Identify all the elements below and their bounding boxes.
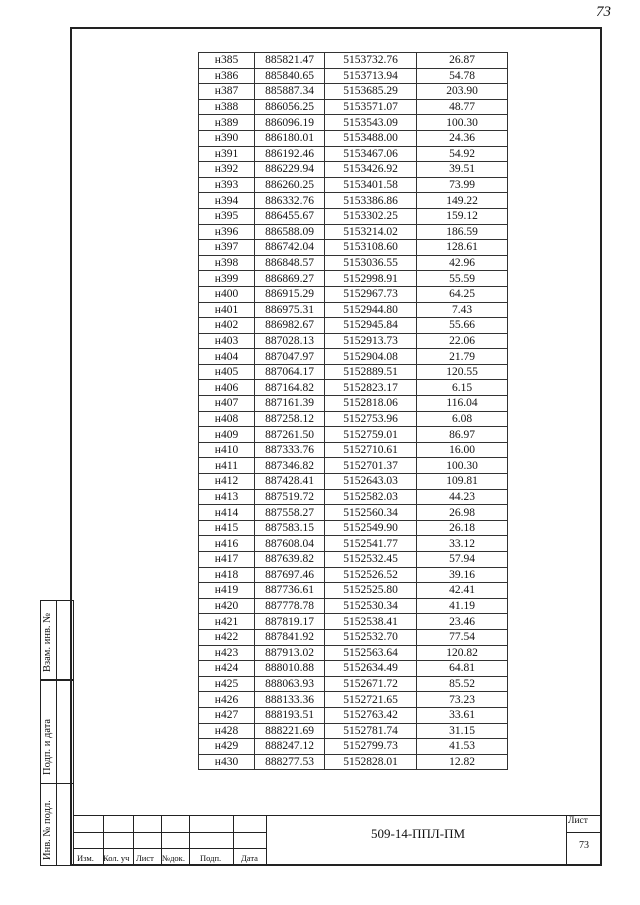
y-coordinate-cell: 5152904.08 [325, 349, 417, 365]
x-coordinate-cell: 887047.97 [255, 349, 325, 365]
distance-cell: 149.22 [417, 193, 508, 209]
point-id-cell: н423 [199, 645, 255, 661]
distance-cell: 54.78 [417, 68, 508, 84]
table-row [199, 474, 508, 490]
table-row [199, 255, 508, 271]
y-coordinate-cell: 5152710.61 [325, 442, 417, 458]
distance-cell: 109.81 [417, 474, 508, 490]
point-id-cell: н404 [199, 349, 255, 365]
stamp-label-izm: Изм. [77, 853, 94, 863]
x-coordinate-cell: 888133.36 [255, 692, 325, 708]
distance-cell: 120.82 [417, 645, 508, 661]
table-row [199, 676, 508, 692]
point-id-cell: н417 [199, 552, 255, 568]
table-row [199, 162, 508, 178]
x-coordinate-cell: 886455.67 [255, 208, 325, 224]
distance-cell: 48.77 [417, 99, 508, 115]
distance-cell: 22.06 [417, 333, 508, 349]
y-coordinate-cell: 5153488.00 [325, 130, 417, 146]
point-id-cell: н410 [199, 442, 255, 458]
y-coordinate-cell: 5153036.55 [325, 255, 417, 271]
stamp-row-line-2 [74, 848, 267, 849]
x-coordinate-cell: 887258.12 [255, 411, 325, 427]
stamp-row-line-1 [74, 832, 267, 833]
x-coordinate-cell: 887064.17 [255, 364, 325, 380]
table-row [199, 240, 508, 256]
point-id-cell: н418 [199, 567, 255, 583]
table-row [199, 629, 508, 645]
table-row [199, 505, 508, 521]
table-row [199, 286, 508, 302]
table-row [199, 364, 508, 380]
distance-cell: 33.61 [417, 707, 508, 723]
x-coordinate-cell: 886229.94 [255, 162, 325, 178]
point-id-cell: н396 [199, 224, 255, 240]
point-id-cell: н430 [199, 754, 255, 770]
x-coordinate-cell: 887519.72 [255, 489, 325, 505]
x-coordinate-cell: 886056.25 [255, 99, 325, 115]
coordinates-table [198, 52, 508, 770]
distance-cell: 64.25 [417, 286, 508, 302]
distance-cell: 73.23 [417, 692, 508, 708]
point-id-cell: н422 [199, 629, 255, 645]
distance-cell: 44.23 [417, 489, 508, 505]
sheet-label: Лист [568, 816, 588, 826]
side-label-podp-data: Подп. и дата [42, 718, 53, 775]
stamp-label-data: Дата [241, 853, 258, 863]
distance-cell: 159.12 [417, 208, 508, 224]
point-id-cell: н387 [199, 84, 255, 100]
table-row [199, 427, 508, 443]
table-row [199, 99, 508, 115]
x-coordinate-cell: 887583.15 [255, 520, 325, 536]
point-id-cell: н420 [199, 598, 255, 614]
side-label-vzam-inv: Взам. инв. № [42, 612, 53, 672]
y-coordinate-cell: 5152944.80 [325, 302, 417, 318]
stamp-label-kol-uch: Кол. уч [103, 853, 130, 863]
distance-cell: 7.43 [417, 302, 508, 318]
y-coordinate-cell: 5153713.94 [325, 68, 417, 84]
table-row [199, 661, 508, 677]
y-coordinate-cell: 5152823.17 [325, 380, 417, 396]
point-id-cell: н429 [199, 739, 255, 755]
sheet-number: 73 [579, 840, 589, 851]
x-coordinate-cell: 886915.29 [255, 286, 325, 302]
point-id-cell: н424 [199, 661, 255, 677]
x-coordinate-cell: 887346.82 [255, 458, 325, 474]
distance-cell: 41.53 [417, 739, 508, 755]
y-coordinate-cell: 5153386.86 [325, 193, 417, 209]
x-coordinate-cell: 885887.34 [255, 84, 325, 100]
point-id-cell: н427 [199, 707, 255, 723]
table-row [199, 567, 508, 583]
y-coordinate-cell: 5152560.34 [325, 505, 417, 521]
table-row [199, 645, 508, 661]
point-id-cell: н407 [199, 396, 255, 412]
distance-cell: 100.30 [417, 115, 508, 131]
point-id-cell: н411 [199, 458, 255, 474]
y-coordinate-cell: 5152945.84 [325, 318, 417, 334]
x-coordinate-cell: 886742.04 [255, 240, 325, 256]
point-id-cell: н406 [199, 380, 255, 396]
distance-cell: 41.19 [417, 598, 508, 614]
x-coordinate-cell: 886975.31 [255, 302, 325, 318]
table-row [199, 458, 508, 474]
y-coordinate-cell: 5153302.25 [325, 208, 417, 224]
point-id-cell: н413 [199, 489, 255, 505]
point-id-cell: н408 [199, 411, 255, 427]
distance-cell: 42.96 [417, 255, 508, 271]
coordinates-table-wrap [198, 52, 508, 770]
y-coordinate-cell: 5152913.73 [325, 333, 417, 349]
y-coordinate-cell: 5152532.45 [325, 552, 417, 568]
y-coordinate-cell: 5152828.01 [325, 754, 417, 770]
y-coordinate-cell: 5152889.51 [325, 364, 417, 380]
point-id-cell: н389 [199, 115, 255, 131]
table-row [199, 489, 508, 505]
distance-cell: 54.92 [417, 146, 508, 162]
point-id-cell: н402 [199, 318, 255, 334]
table-row [199, 707, 508, 723]
point-id-cell: н428 [199, 723, 255, 739]
point-id-cell: н415 [199, 520, 255, 536]
table-row [199, 598, 508, 614]
y-coordinate-cell: 5152671.72 [325, 676, 417, 692]
y-coordinate-cell: 5152967.73 [325, 286, 417, 302]
distance-cell: 85.52 [417, 676, 508, 692]
point-id-cell: н399 [199, 271, 255, 287]
y-coordinate-cell: 5152818.06 [325, 396, 417, 412]
distance-cell: 64.81 [417, 661, 508, 677]
distance-cell: 21.79 [417, 349, 508, 365]
point-id-cell: н414 [199, 505, 255, 521]
distance-cell: 120.55 [417, 364, 508, 380]
x-coordinate-cell: 886096.19 [255, 115, 325, 131]
table-row [199, 442, 508, 458]
x-coordinate-cell: 887736.61 [255, 583, 325, 599]
x-coordinate-cell: 888010.88 [255, 661, 325, 677]
distance-cell: 86.97 [417, 427, 508, 443]
distance-cell: 73.99 [417, 177, 508, 193]
point-id-cell: н398 [199, 255, 255, 271]
y-coordinate-cell: 5153214.02 [325, 224, 417, 240]
distance-cell: 203.90 [417, 84, 508, 100]
table-row [199, 177, 508, 193]
table-row [199, 739, 508, 755]
table-row [199, 411, 508, 427]
table-row [199, 302, 508, 318]
y-coordinate-cell: 5152759.01 [325, 427, 417, 443]
point-id-cell: н419 [199, 583, 255, 599]
distance-cell: 100.30 [417, 458, 508, 474]
y-coordinate-cell: 5152643.03 [325, 474, 417, 490]
distance-cell: 55.59 [417, 271, 508, 287]
distance-cell: 26.87 [417, 53, 508, 69]
table-row [199, 115, 508, 131]
table-row [199, 53, 508, 69]
y-coordinate-cell: 5153426.92 [325, 162, 417, 178]
y-coordinate-cell: 5152541.77 [325, 536, 417, 552]
point-id-cell: н393 [199, 177, 255, 193]
x-coordinate-cell: 887639.82 [255, 552, 325, 568]
y-coordinate-cell: 5153543.09 [325, 115, 417, 131]
x-coordinate-cell: 887778.78 [255, 598, 325, 614]
distance-cell: 16.00 [417, 442, 508, 458]
point-id-cell: н397 [199, 240, 255, 256]
distance-cell: 6.15 [417, 380, 508, 396]
point-id-cell: н401 [199, 302, 255, 318]
table-row [199, 552, 508, 568]
coordinates-table-body [199, 53, 508, 770]
x-coordinate-cell: 887819.17 [255, 614, 325, 630]
y-coordinate-cell: 5152781.74 [325, 723, 417, 739]
point-id-cell: н394 [199, 193, 255, 209]
table-row [199, 754, 508, 770]
distance-cell: 55.66 [417, 318, 508, 334]
y-coordinate-cell: 5152532.70 [325, 629, 417, 645]
y-coordinate-cell: 5152634.49 [325, 661, 417, 677]
table-row [199, 130, 508, 146]
point-id-cell: н395 [199, 208, 255, 224]
table-row [199, 146, 508, 162]
x-coordinate-cell: 888221.69 [255, 723, 325, 739]
x-coordinate-cell: 887841.92 [255, 629, 325, 645]
y-coordinate-cell: 5152582.03 [325, 489, 417, 505]
x-coordinate-cell: 886869.27 [255, 271, 325, 287]
stamp-sheet-line [567, 832, 600, 833]
x-coordinate-cell: 887608.04 [255, 536, 325, 552]
table-row [199, 396, 508, 412]
x-coordinate-cell: 887913.02 [255, 645, 325, 661]
x-coordinate-cell: 886848.57 [255, 255, 325, 271]
table-row [199, 349, 508, 365]
y-coordinate-cell: 5153732.76 [325, 53, 417, 69]
distance-cell: 26.18 [417, 520, 508, 536]
y-coordinate-cell: 5153467.06 [325, 146, 417, 162]
y-coordinate-cell: 5152701.37 [325, 458, 417, 474]
y-coordinate-cell: 5153108.60 [325, 240, 417, 256]
table-row [199, 380, 508, 396]
distance-cell: 12.82 [417, 754, 508, 770]
x-coordinate-cell: 887261.50 [255, 427, 325, 443]
table-row [199, 224, 508, 240]
y-coordinate-cell: 5152753.96 [325, 411, 417, 427]
point-id-cell: н400 [199, 286, 255, 302]
x-coordinate-cell: 887428.41 [255, 474, 325, 490]
x-coordinate-cell: 886982.67 [255, 318, 325, 334]
x-coordinate-cell: 887697.46 [255, 567, 325, 583]
table-row [199, 318, 508, 334]
point-id-cell: н412 [199, 474, 255, 490]
x-coordinate-cell: 888063.93 [255, 676, 325, 692]
distance-cell: 57.94 [417, 552, 508, 568]
point-id-cell: н421 [199, 614, 255, 630]
y-coordinate-cell: 5152538.41 [325, 614, 417, 630]
y-coordinate-cell: 5152998.91 [325, 271, 417, 287]
distance-cell: 6.08 [417, 411, 508, 427]
point-id-cell: н386 [199, 68, 255, 84]
x-coordinate-cell: 886192.46 [255, 146, 325, 162]
distance-cell: 128.61 [417, 240, 508, 256]
handwritten-page-number: 73 [596, 4, 611, 20]
table-row [199, 84, 508, 100]
point-id-cell: н385 [199, 53, 255, 69]
y-coordinate-cell: 5152563.64 [325, 645, 417, 661]
distance-cell: 31.15 [417, 723, 508, 739]
distance-cell: 23.46 [417, 614, 508, 630]
x-coordinate-cell: 885821.47 [255, 53, 325, 69]
table-row [199, 520, 508, 536]
point-id-cell: н426 [199, 692, 255, 708]
table-row [199, 68, 508, 84]
x-coordinate-cell: 886260.25 [255, 177, 325, 193]
point-id-cell: н390 [199, 130, 255, 146]
table-row [199, 193, 508, 209]
table-row [199, 583, 508, 599]
stamp-label-list: Лист [136, 853, 154, 863]
table-row [199, 536, 508, 552]
point-id-cell: н405 [199, 364, 255, 380]
x-coordinate-cell: 887558.27 [255, 505, 325, 521]
point-id-cell: н388 [199, 99, 255, 115]
y-coordinate-cell: 5152530.34 [325, 598, 417, 614]
document-code: 509-14-ППЛ-ПМ [370, 826, 466, 841]
y-coordinate-cell: 5152526.52 [325, 567, 417, 583]
distance-cell: 39.16 [417, 567, 508, 583]
table-row [199, 333, 508, 349]
x-coordinate-cell: 887333.76 [255, 442, 325, 458]
distance-cell: 77.54 [417, 629, 508, 645]
table-row [199, 271, 508, 287]
x-coordinate-cell: 888193.51 [255, 707, 325, 723]
table-row [199, 208, 508, 224]
table-row [199, 723, 508, 739]
y-coordinate-cell: 5152721.65 [325, 692, 417, 708]
stamp-label-ndok: №док. [162, 853, 185, 863]
point-id-cell: н392 [199, 162, 255, 178]
side-label-inv-podl: Инв. № подл. [42, 800, 53, 860]
x-coordinate-cell: 886588.09 [255, 224, 325, 240]
y-coordinate-cell: 5152799.73 [325, 739, 417, 755]
distance-cell: 24.36 [417, 130, 508, 146]
x-coordinate-cell: 885840.65 [255, 68, 325, 84]
x-coordinate-cell: 886180.01 [255, 130, 325, 146]
point-id-cell: н425 [199, 676, 255, 692]
y-coordinate-cell: 5152763.42 [325, 707, 417, 723]
y-coordinate-cell: 5153571.07 [325, 99, 417, 115]
y-coordinate-cell: 5153685.29 [325, 84, 417, 100]
x-coordinate-cell: 888247.12 [255, 739, 325, 755]
table-row [199, 692, 508, 708]
point-id-cell: н403 [199, 333, 255, 349]
distance-cell: 39.51 [417, 162, 508, 178]
point-id-cell: н391 [199, 146, 255, 162]
x-coordinate-cell: 887028.13 [255, 333, 325, 349]
x-coordinate-cell: 886332.76 [255, 193, 325, 209]
point-id-cell: н409 [199, 427, 255, 443]
x-coordinate-cell: 887164.82 [255, 380, 325, 396]
stamp-label-podp: Подп. [200, 853, 222, 863]
distance-cell: 33.12 [417, 536, 508, 552]
distance-cell: 116.04 [417, 396, 508, 412]
y-coordinate-cell: 5152525.80 [325, 583, 417, 599]
point-id-cell: н416 [199, 536, 255, 552]
y-coordinate-cell: 5153401.58 [325, 177, 417, 193]
distance-cell: 26.98 [417, 505, 508, 521]
x-coordinate-cell: 887161.39 [255, 396, 325, 412]
distance-cell: 186.59 [417, 224, 508, 240]
distance-cell: 42.41 [417, 583, 508, 599]
table-row [199, 614, 508, 630]
y-coordinate-cell: 5152549.90 [325, 520, 417, 536]
x-coordinate-cell: 888277.53 [255, 754, 325, 770]
